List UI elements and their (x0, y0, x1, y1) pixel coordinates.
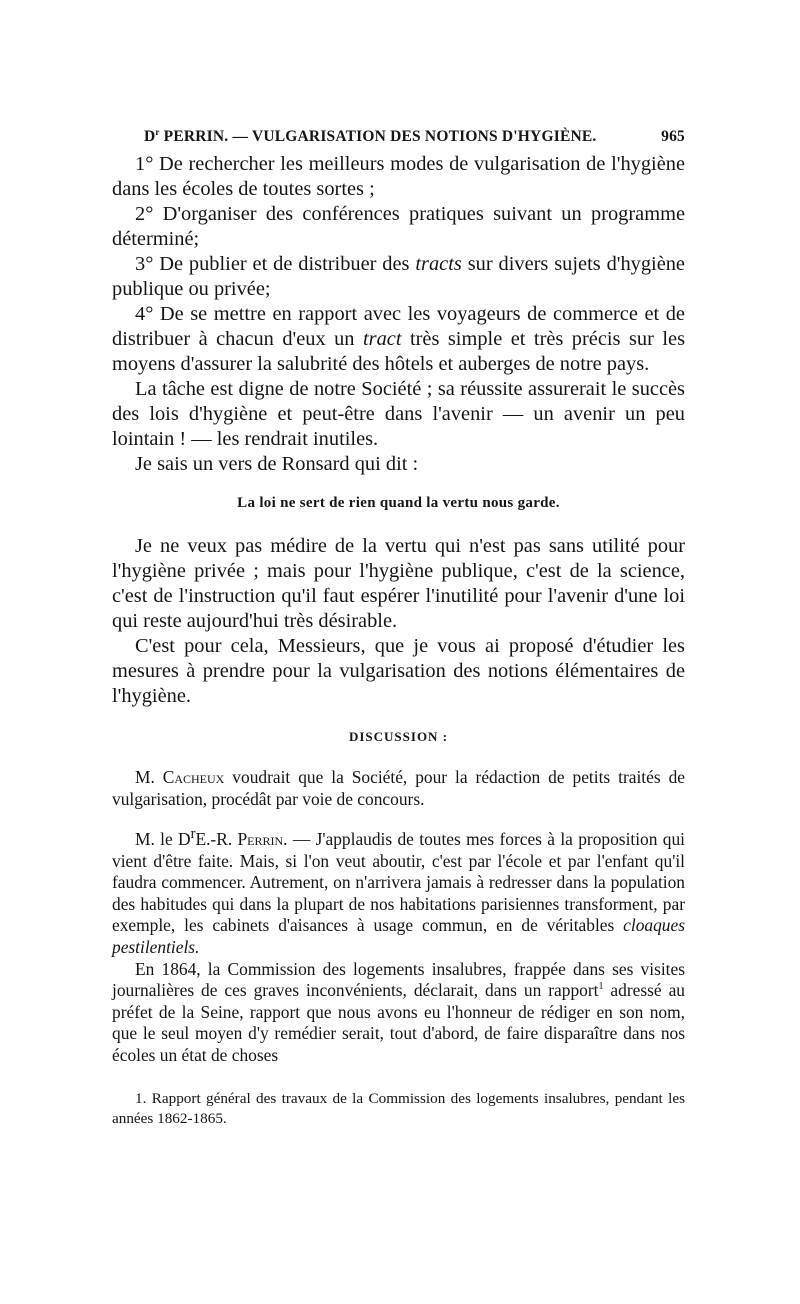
paragraph-2: 2° D'organiser des conférences pratiques suivant un programme déterminé; (112, 203, 685, 250)
paragraph-4: 4° De se mettre en rapport avec les voyageurs de commerce et de distribuer à chacun d'eux un tract très simple et très précis sur les moyens d'assurer la salubrité des hôtels et auberges de notre pays. (112, 303, 685, 375)
discussion-paragraph-2: M. le $D^rE.-R$. Perrin. — J'applaudis de toutes mes forces à la proposition qui vient d'être faite. Mais, si l'on veut aboutir, c'est par l'école et par l'enfant qu'il faudra commencer. Autrement, on n'arrivera jamais à redresser dans la population des habitudes qui dans la plupart de nos habitations parisiennes transforment, par exemple, les cabinets d'aisances à usage commun, en de véritables cloaques pestilentiels. (112, 826, 686, 957)
paragraph-7: Je ne veux pas médire de la vertu qui n'est pas sans utilité pour l'hygiène privée ; mais pour l'hygiène publique, c'est de la science, c'est de l'instruction qu'il faut espérer l'inutilité pour l'avenir d'une loi qui reste aujourd'hui très désirable. (112, 535, 685, 632)
running-header (112, 128, 685, 146)
page-number: 965 (661, 128, 685, 145)
paragraph-5: La tâche est digne de notre Société ; sa réussite assurerait le succès des lois d'hygiène et peut-être dans l'avenir — un avenir un peu lointain ! — les rendrait inutiles. (112, 378, 685, 450)
discussion-paragraph-1: M. Cacheux voudrait que la Société, pour la rédaction de petits traités de vulgarisation, procédât par voie de concours. (112, 767, 685, 809)
discussion-paragraph-3: En 1864, la Commission des logements insalubres, frappée dans ses visites journalières de ces graves inconvénients, déclarait, dans un rapport$^1$ adressé au préfet de la Seine, rapport que nous avons eu l'honneur de rédiger en son nom, que le seul moyen d'y remédier serait, tout d'abord, de faire disparaître dans nos écoles un état de choses (112, 958, 685, 1065)
page (112, 128, 685, 1129)
discussion-text (112, 767, 685, 1067)
ronsard-quote: La loi ne sert de rien quand la vertu nous garde. (237, 495, 560, 511)
discussion-heading: DISCUSSION : (348, 729, 449, 744)
paragraph-3: 3° De publier et de distribuer des tracts sur divers sujets d'hygiène publique ou privée; (112, 253, 685, 300)
footnote: 1. Rapport général des travaux de la Commission des logements insalubres, pendant les années 1862-1865. (112, 1089, 685, 1127)
paragraph-1: 1° De rechercher les meilleurs modes de vulgarisation de l'hygiène dans les écoles de toutes sortes ; (112, 153, 685, 200)
main-text (112, 152, 685, 709)
footnote-ref: 1 (598, 981, 604, 993)
paragraph-6: Je sais un vers de Ronsard qui dit : (135, 453, 419, 475)
header-title: $D^r$ PERRIN. — VULGARISATION DES NOTIONS D'HYGIÈNE. (144, 126, 597, 145)
paragraph-8: C'est pour cela, Messieurs, que je vous ai proposé d'étudier les mesures à prendre pour la vulgarisation des notions élémentaires de l'hygiène. (112, 635, 685, 707)
